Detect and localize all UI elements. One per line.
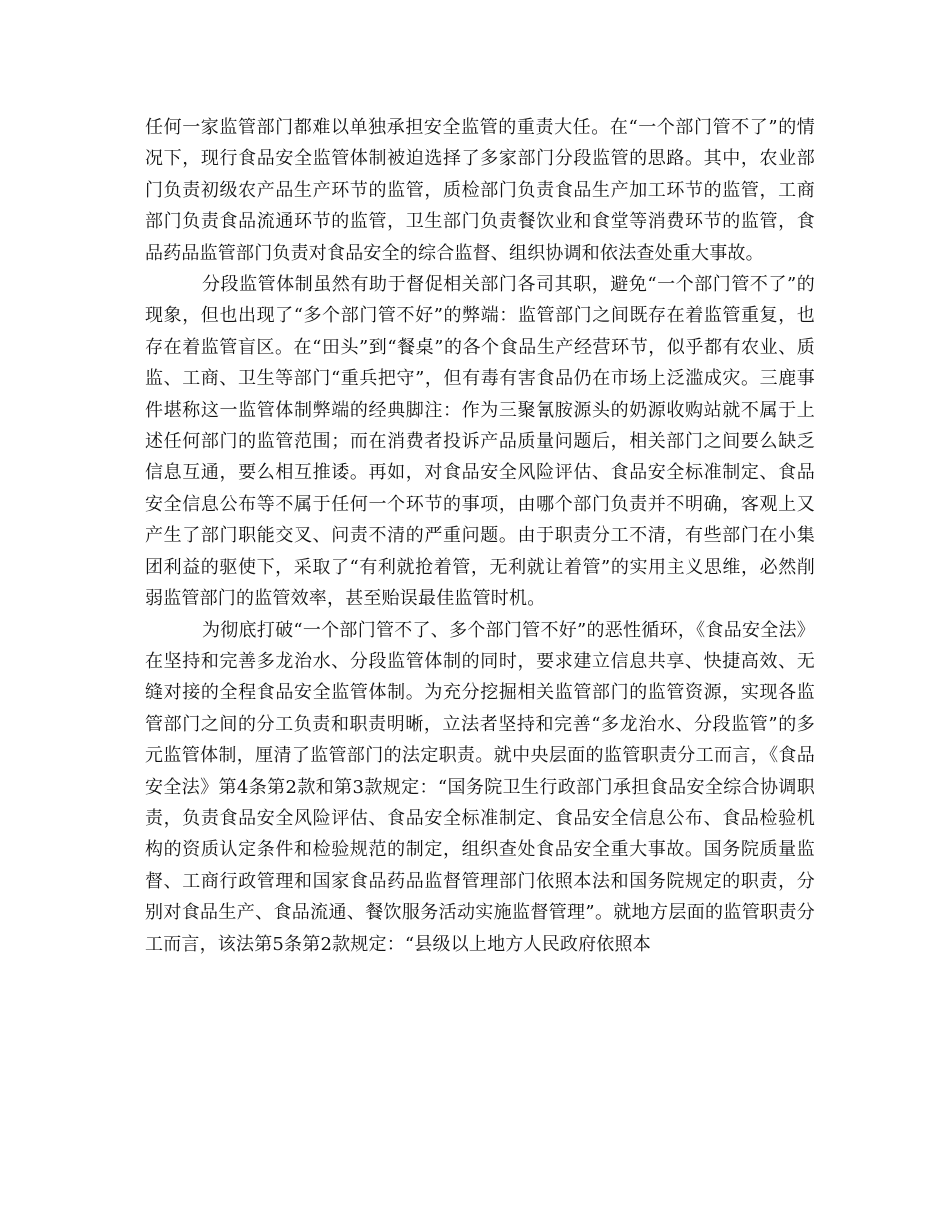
paragraph-1: 任何一家监管部门都难以单独承担安全监管的重责大任。在“一个部门管不了”的情况下，现行食品安全监管体制被迫选择了多家部门分段监管的思路。其中，农业部门负责初级农产品生产环节的监管，质检部门负责食品生产加工环节的监管，工商部门负责食品流通环节的监管，卫生部门负责餐饮业和食堂等消费环节的监管，食品药品监管部门负责对食品安全的综合监督、组织协调和依法查处重大事故。 bbox=[145, 117, 815, 264]
document-body bbox=[145, 112, 815, 960]
paragraph-2: 分段监管体制虽然有助于督促相关部门各司其职，避免“一个部门管不了”的现象，但也出现了“多个部门管不好”的弊端：监管部门之间既存在着监管重复，也存在着监管盲区。在“田头”到“餐桌”的各个食品生产经营环节，似乎都有农业、质监、工商、卫生等部门“重兵把守”，但有毒有害食品仍在市场上泛滥成灾。三鹿事件堪称这一监管体制弊端的经典脚注：作为三聚氰胺源头的奶源收购站就不属于上述任何部门的监管范围；而在消费者投诉产品质量问题后，相关部门之间要么缺乏信息互通，要么相互推诿。再如，对食品安全风险评估、食品安全标准制定、食品安全信息公布等不属于任何一个环节的事项，由哪个部门负责并不明确，客观上又产生了部门职能交叉、问责不清的严重问题。由于职责分工不清，有些部门在小集团利益的驱使下，采取了“有利就抢着管，无利就让着管”的实用主义思维，必然削弱监管部门的监管效率，甚至贻误最佳监管时机。 bbox=[145, 274, 815, 610]
paragraph-3: 为彻底打破“一个部门管不了、多个部门管不好”的恶性循环，《食品安全法》在坚持和完善多龙治水、分段监管体制的同时，要求建立信息共享、快捷高效、无缝对接的全程食品安全监管体制。为充分挖掘相关监管部门的监管资源，实现各监管部门之间的分工负责和职责明晰，立法者坚持和完善“多龙治水、分段监管”的多元监管体制，厘清了监管部门的法定职责。就中央层面的监管职责分工而言，《食品安全法》第4条第2款和第3款规定：“国务院卫生行政部门承担食品安全综合协调职责，负责食品安全风险评估、食品安全标准制定、食品安全信息公布、食品检验机构的资质认定条件和检验规范的制定，组织查处食品安全重大事故。国务院质量监督、工商行政管理和国家食品药品监督管理部门依照本法和国务院规定的职责，分别对食品生产、食品流通、餐饮服务活动实施监督管理”。就地方层面的监管职责分工而言，该法第5条第2款规定：“县级以上地方人民政府依照本 bbox=[145, 619, 815, 955]
